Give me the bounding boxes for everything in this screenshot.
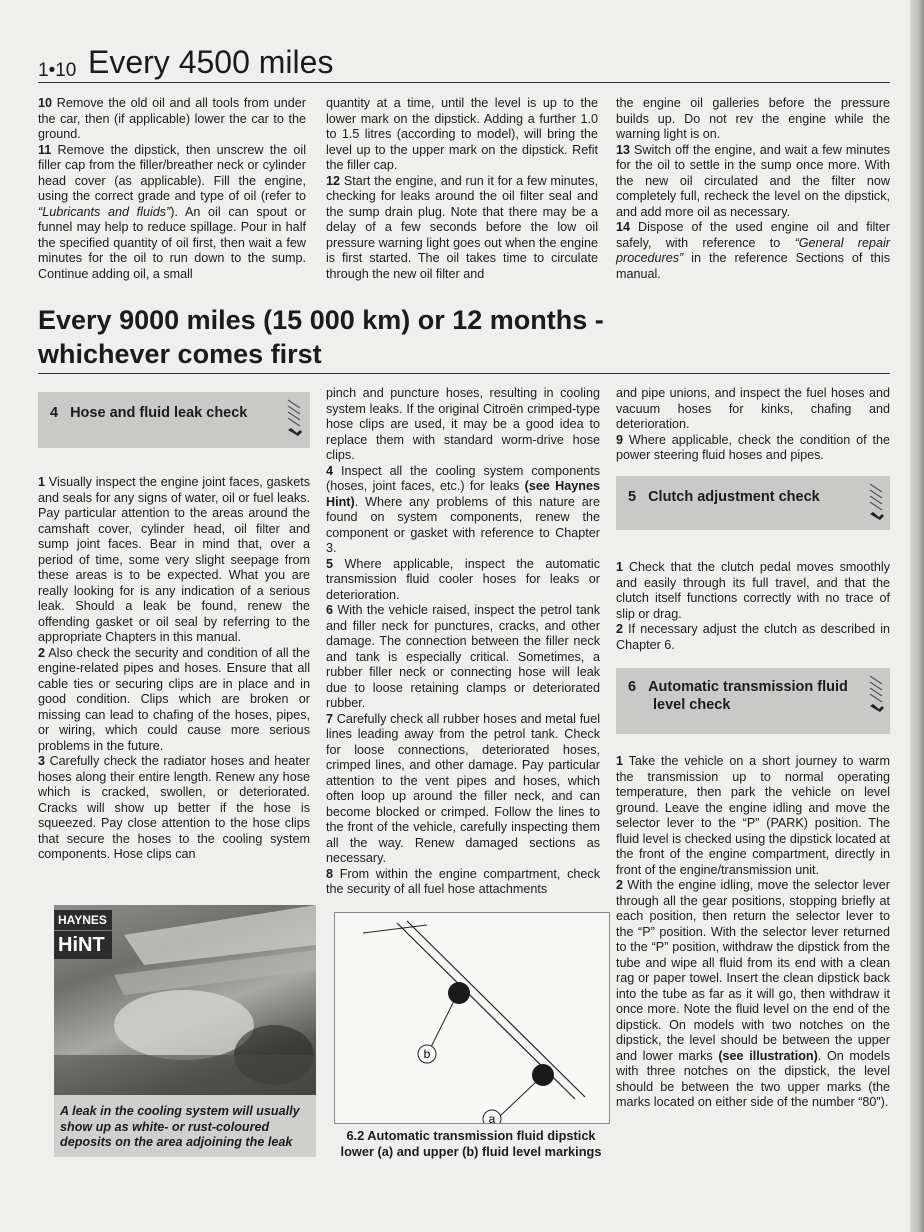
step-number: 2 — [38, 645, 46, 660]
box-4-title — [50, 404, 247, 422]
cross-reference: (see Haynes Hint) — [326, 479, 600, 509]
box-6-label-line-2: level check — [653, 697, 731, 713]
step-number: 7 — [326, 711, 334, 726]
step-text-continued: . Where any problems of this nature are found on system components, renew the component or gasket with reference to Chapter 3. — [326, 494, 600, 555]
reference-title: “General repair procedures” — [616, 235, 891, 265]
paragraph — [38, 754, 310, 863]
page-edge-shadow — [910, 0, 924, 1232]
step-number: 5 — [326, 556, 334, 571]
paragraph — [616, 96, 890, 143]
paragraph — [616, 560, 890, 622]
step-number: 13 — [616, 142, 631, 157]
dipstick-illustration — [335, 913, 609, 1123]
spanner-rating-icon — [866, 480, 888, 526]
box-6-title — [628, 678, 848, 714]
section-box-6 — [616, 668, 890, 734]
section-heading-line-2: whichever comes first — [38, 339, 322, 369]
step-text: Inspect all the cooling system components (hoses, joint faces, etc.) for leaks — [326, 463, 600, 493]
top-column-3 — [616, 96, 890, 282]
paragraph — [616, 622, 890, 653]
paragraph — [616, 386, 890, 433]
label-a: a — [488, 1112, 496, 1123]
paragraph — [326, 464, 600, 557]
step-text: the engine oil galleries before the pressure builds up. Do not rev the engine while the warning light is on. — [616, 96, 890, 141]
step-number: 10 — [38, 96, 53, 110]
paragraph — [616, 754, 890, 878]
step-text: Carefully check all rubber hoses and metal fuel lines leading away from the petrol tank. Check for loose connections, deteriorated hoses, crimped lines, and other damage. Pay particular attention to the vent pipes and hoses, which often loop up around the filler neck, and can become blocked or crimped. Follow the lines to the front of the vehicle, carefully inspecting them all the way. Renew damaged sections as necessary. — [326, 711, 600, 865]
step-text: Check that the clutch pedal moves smoothly and easily through its full travel, and that the clutch itself functions correctly with no trace of slip or drag. — [616, 560, 890, 621]
body-column-2 — [326, 386, 600, 898]
paragraph — [326, 174, 598, 283]
box-6-label-line-1: Automatic transmission fluid — [648, 679, 848, 695]
step-text: From within the engine compartment, check the security of all fuel hose attachments — [326, 866, 600, 896]
step-number: 6 — [326, 603, 334, 617]
paragraph — [326, 96, 598, 174]
section-box-4 — [38, 392, 310, 448]
step-text: Remove the old oil and all tools from under the car, then (if applicable) lower the car to the ground. — [38, 96, 306, 141]
label-b: b — [423, 1047, 431, 1061]
section-heading-line-1: Every 9000 miles (15 000 km) or 12 months - — [38, 305, 604, 335]
step-text: If necessary adjust the clutch as described in Chapter 6. — [616, 622, 890, 652]
paragraph — [616, 143, 890, 221]
box-4-label: Hose and fluid leak check — [70, 405, 248, 421]
step-number: 2 — [616, 622, 624, 636]
top-column-1 — [38, 96, 306, 282]
box-6-number: 6 — [628, 679, 637, 695]
step-text: Switch off the engine, and wait a few minutes for the oil to settle in the sump once more. With the new oil circulated and the filter now completely full, recheck the level on the dipstick, and add more oil as necessary. — [616, 142, 890, 219]
cross-reference: (see illustration) — [718, 1048, 818, 1063]
body-column-3-part-b — [616, 560, 890, 653]
figure-caption: 6.2 Automatic transmission fluid dipstick lower (a) and upper (b) fluid level markings — [340, 1128, 602, 1159]
step-text: Remove the dipstick, then unscrew the oil filler cap from the filler/breather neck or cylinder head cover (as applicable). Fill the engine, using the correct grade and type of oil (refer to — [38, 142, 306, 203]
page-number: 1•10 — [38, 60, 77, 81]
paragraph — [38, 475, 310, 646]
paragraph — [326, 867, 600, 898]
box-5-number: 5 — [628, 489, 637, 505]
step-text: With the engine idling, move the selector lever through all the gear positions, stopping briefly at each position, then return the selector lever to the “P” position. With the selector lever returned to the “P” position, withdraw the dipstick from the tube and wipe all fluid from its end with a clean rag or paper towel. Insert the clean dipstick back into the tube as far as it will go, then withdraw it once more. Note the fluid level on the end of the dipstick. On models with two notches on the dipstick, the level should be between the upper and lower marks — [616, 878, 890, 1063]
paragraph — [38, 646, 310, 755]
paragraph — [38, 143, 306, 283]
step-number: 11 — [38, 142, 52, 157]
paragraph — [326, 386, 600, 464]
step-text: Start the engine, and run it for a few minutes, checking for leaks around the oil filter seal and the sump drain plug. Note that there may be a delay of a few seconds before the low oil pressure warning light goes out when the engine is first started. The oil takes time to circulate through the new oil filter and — [326, 173, 598, 281]
step-number: 8 — [326, 866, 334, 881]
step-text-continued: . On models with three notches on the dipstick, the level should be between the two upper marks (the marks located on either side of the number “80”). — [616, 1048, 890, 1109]
step-text: With the vehicle raised, inspect the petrol tank and filler neck for punctures, cracks, and other damage. The connection between the filler neck and tank is especially critical. Sometimes, a rubber filler neck or connecting hose will leak due to loose retaining clamps or deteriorated rubber. — [326, 603, 600, 710]
spanner-rating-icon — [284, 396, 306, 442]
step-number: 1 — [616, 560, 624, 574]
paragraph — [616, 433, 890, 464]
step-text: quantity at a time, until the level is up to the lower mark on the dipstick. Adding a further 1.0 to 1.5 litres (according to model), will bring the level up to the upper mark on the dipstick. Refit the filler cap. — [326, 96, 598, 172]
reference-title: “Lubricants and fluids” — [38, 204, 171, 219]
box-5-title — [628, 488, 820, 506]
step-text: Dispose of the used engine oil and filter safely, with reference to — [616, 220, 890, 250]
step-text: Take the vehicle on a short journey to warm the transmission up to normal operating temperature, then park the vehicle on level ground. Leave the engine idling and move the selector lever to the “P” (PARK) position. The fluid level is checked using the dipstick located at the front of the engine compartment, directly in front of the engine/transmission unit. — [616, 754, 890, 877]
step-number: 2 — [616, 878, 624, 892]
step-number: 3 — [38, 754, 46, 768]
step-text: Also check the security and condition of all the engine-related pipes and hoses. Ensure that all cable ties or securing clips are in place and in good condition. Clips which are broken or missing can lead to chafing of the hoses, pipes, or wiring, which could cause more serious problems in the future. — [38, 645, 310, 753]
paragraph — [38, 96, 306, 143]
top-column-2 — [326, 96, 598, 282]
step-text-continued: ). An oil can spout or funnel may help to reduce spillage. Pour in half the specified quantity of oil first, then wait a few minutes for the oil to run down to the sump. Continue adding oil, a small — [38, 204, 307, 281]
body-column-3-part-a — [616, 386, 890, 464]
hint-badge: HiNT — [54, 931, 112, 959]
step-text: Visually inspect the engine joint faces, gaskets and seals for any signs of water, oil or fuel leaks. Pay particular attention to the areas around the camshaft cover, cylinder head, oil filter and sump joint faces. Bear in mind that, over a period of time, some very slight seepage from these areas is to be expected. What you are really looking for is any indication of a serious leak. Should a leak be found, renew the offending gasket or oil seal by referring to the appropriate Chapters in this manual. — [38, 475, 310, 644]
paragraph — [326, 603, 600, 712]
step-text: Carefully check the radiator hoses and heater hoses along their entire length. Renew any hose which is cracked, swollen, or deteriorated. Cracks will show up better if the hose is squeezed. Pay close attention to the hose clips that secure the hoses to the cooling system components. Hose clips can — [38, 754, 310, 861]
paragraph — [616, 220, 890, 282]
section-box-5 — [616, 476, 890, 530]
step-number: 1 — [38, 475, 46, 489]
body-column-3-part-c — [616, 754, 890, 1111]
step-text: pinch and puncture hoses, resulting in cooling system leaks. If the original Citroën crimped-type hose clips are used, it may be a good idea to replace them with standard worm-drive hose clips. — [326, 386, 600, 462]
step-text: and pipe unions, and inspect the fuel hoses and vacuum hoses for kinks, chafing and deterioration. — [616, 386, 890, 431]
box-4-number: 4 — [50, 405, 59, 421]
step-text: Where applicable, inspect the automatic transmission fluid cooler hoses for leaks or deterioration. — [326, 556, 600, 602]
step-number: 4 — [326, 463, 334, 478]
step-text: Where applicable, check the condition of the power steering fluid hoses and pipes. — [616, 432, 890, 462]
step-text-continued: in the reference Sections of this manual. — [616, 251, 890, 281]
header-title: Every 4500 miles — [88, 44, 334, 80]
paragraph — [616, 878, 890, 1111]
hint-caption: A leak in the cooling system will usually show up as white- or rust-coloured deposits on the area adjoining the leak — [60, 1104, 300, 1149]
spanner-rating-icon — [866, 672, 888, 718]
section-heading — [38, 303, 890, 374]
paragraph — [326, 557, 600, 604]
haynes-badge: HAYNES — [54, 910, 112, 930]
paragraph — [326, 712, 600, 867]
step-number: 1 — [616, 754, 624, 768]
box-5-label: Clutch adjustment check — [648, 489, 820, 505]
step-number: 12 — [326, 173, 341, 188]
step-number: 9 — [616, 432, 624, 447]
running-header — [38, 44, 890, 83]
step-number: 14 — [616, 220, 631, 234]
body-column-1 — [38, 475, 310, 863]
dipstick-figure — [334, 912, 610, 1124]
